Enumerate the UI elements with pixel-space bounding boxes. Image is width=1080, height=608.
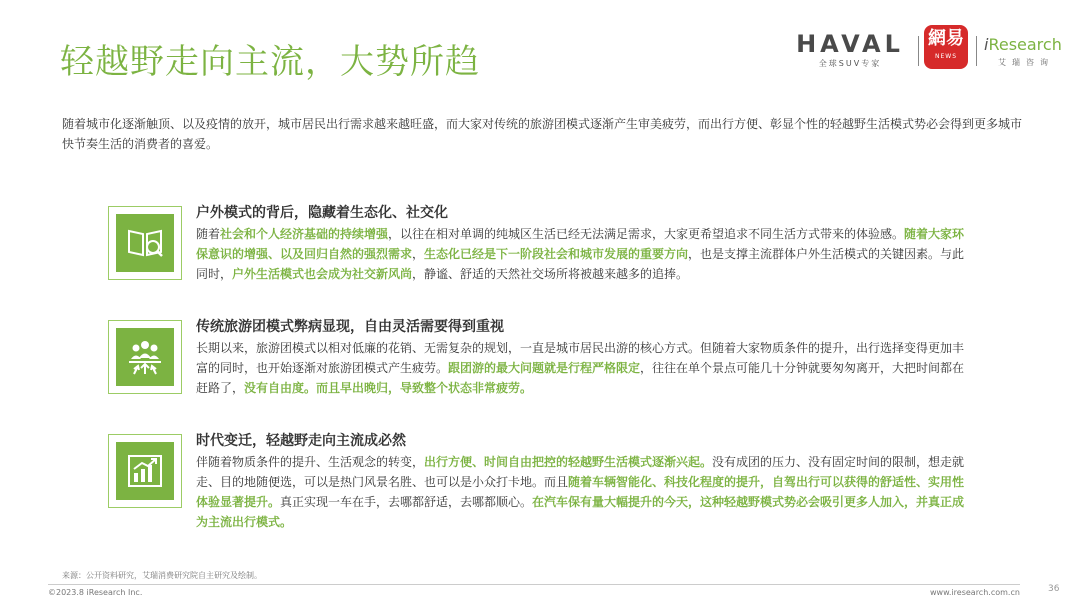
icon-frame <box>108 320 182 394</box>
body-text: 真正实现一车在手，去哪都舒适，去哪都顺心。 <box>280 495 533 509</box>
page-number: 36 <box>1048 584 1060 594</box>
page-title: 轻越野走向主流，大势所趋 <box>60 42 480 82</box>
body-highlight: 跟团游的最大问题就是行程严格限定 <box>448 361 641 375</box>
body-text: ，也是支撑主流群体户外生活模式的关键因素。与此同时， <box>196 247 965 281</box>
section-body <box>196 338 968 398</box>
netease-logo-sub: NEWS <box>934 53 958 60</box>
source-note: 来源：公开资料研究，艾瑞消费研究院自主研究及绘制。 <box>62 571 262 580</box>
body-highlight: 户外生活模式也会成为社交新风尚 <box>232 267 413 281</box>
haval-slogan: 全球SUV专家 <box>818 59 882 68</box>
body-highlight: 随着大家环保意识的增强、以及回归自然的强烈需求 <box>196 227 965 261</box>
body-text: 随着 <box>196 227 221 241</box>
body-highlight: 社会和个人经济基础的持续增强 <box>220 227 389 241</box>
intro-paragraph: 随着城市化逐渐触顶、以及疫情的放开，城市居民出行需求越来越旺盛，而大家对传统的旅游团模式逐渐产生审美疲劳，而出行方便、彰显个性的轻越野生活模式势必会得到更多城市快节奏生活的消费者的喜爱。 <box>62 117 1023 151</box>
body-text: 长期以来，旅游团模式以相对低廉的花销、无需复杂的规划，一直是城市居民出游的核心方式。但随着大家物质条件的提升，出行选择变得更加丰富的同时，也开始逐渐对旅游团模式产生疲劳。 <box>196 341 965 375</box>
iresearch-logo-text: iResearch <box>984 35 1062 54</box>
netease-logo-text: 網易 <box>928 28 964 49</box>
section-body <box>196 452 968 532</box>
haval-logo <box>790 32 910 69</box>
growth-chart-icon <box>116 442 174 500</box>
body-text: 没有成团的压力、没有固定时间的限制，想走就走、目的地随便选，可以是热门风景名胜、也可以是小众打卡地。而且 <box>196 455 965 489</box>
book-magnifier-icon <box>116 214 174 272</box>
haval-logo-text: HAVAL <box>796 30 904 58</box>
logo-bar <box>790 22 1080 74</box>
logo-divider <box>918 36 919 66</box>
section-heading: 户外模式的背后，隐藏着生态化、社交化 <box>196 205 448 221</box>
icon-frame <box>108 434 182 508</box>
netease-logo <box>924 25 968 69</box>
section-heading: 时代变迁，轻越野走向主流成必然 <box>196 433 406 449</box>
section-body <box>196 224 968 284</box>
copyright-text: ©2023.8 iResearch Inc. <box>48 588 143 597</box>
iresearch-logo-sub: 艾瑞咨询 <box>998 58 1054 67</box>
body-highlight: 生态化已经是下一阶段社会和城市发展的重要方向 <box>424 247 689 261</box>
iresearch-logo <box>984 36 1076 68</box>
body-text: ，以往在相对单调的纯城区生活已经无法满足需求，大家更希望追求不同生活方式带来的体验感。 <box>388 227 905 241</box>
icon-frame <box>108 206 182 280</box>
body-text: ，静谧、舒适的天然社交场所将被越来越多的追捧。 <box>412 267 689 281</box>
footer-divider <box>48 584 1020 585</box>
body-highlight: 随着车辆智能化、科技化程度的提升，自驾出行可以获得的舒适性、实用性体验显著提升。 <box>196 475 965 509</box>
body-highlight: 没有自由度。而且早出晚归，导致整个状态非常疲劳。 <box>244 381 533 395</box>
group-people-icon <box>116 328 174 386</box>
body-highlight: 出行方便、时间自由把控的轻越野生活模式逐渐兴起。 <box>424 455 713 469</box>
logo-divider <box>976 36 977 66</box>
website-link[interactable]: www.iresearch.com.cn <box>930 588 1020 597</box>
body-text: ， <box>412 247 425 261</box>
section-heading: 传统旅游团模式弊病显现，自由灵活需要得到重视 <box>196 319 504 335</box>
body-text: 伴随着物质条件的提升、生活观念的转变， <box>196 455 425 469</box>
body-text: ，往往在单个景点可能几十分钟就要匆匆离开，大把时间都在赶路了， <box>196 361 965 395</box>
body-highlight: 在汽车保有量大幅提升的今天，这种轻越野模式势必会吸引更多人加入，并真正成为主流出行模式。 <box>196 495 965 529</box>
